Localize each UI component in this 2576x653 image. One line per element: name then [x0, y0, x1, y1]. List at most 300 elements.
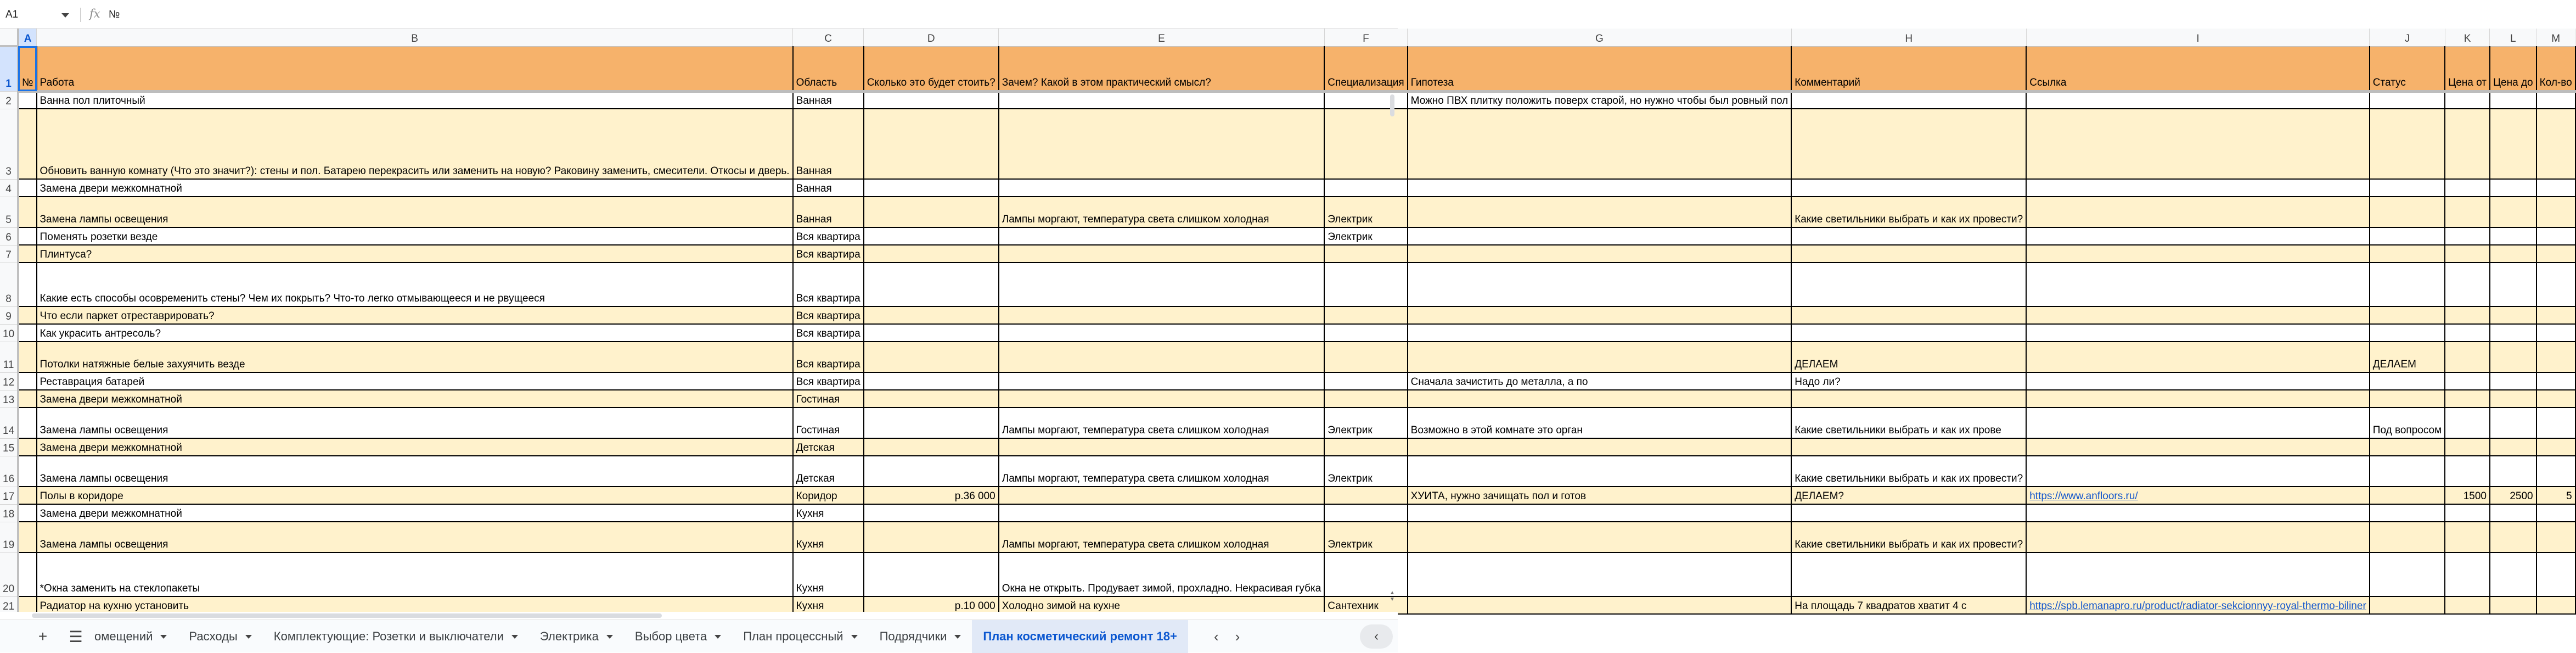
cell[interactable] [2490, 227, 2536, 245]
cell[interactable] [864, 456, 999, 487]
row-header[interactable]: 9 [0, 306, 18, 324]
hyperlink[interactable]: https://spb.lemanapro.ru/product/radiator-sekcionnyy-royal-thermo-biliner [2029, 600, 2366, 612]
cell[interactable] [864, 227, 999, 245]
cell[interactable] [18, 438, 36, 456]
cell[interactable] [2445, 390, 2490, 408]
cell[interactable] [999, 227, 1325, 245]
row-header[interactable]: 14 [0, 408, 18, 438]
cell[interactable] [1791, 306, 2026, 324]
cell[interactable]: Окна не открыть. Продувает зимой, прохладно. Некрасивая губка [999, 552, 1325, 596]
header-cell-c[interactable]: Область [793, 46, 864, 91]
column-header-c[interactable]: C [793, 29, 864, 46]
header-cell-b[interactable]: Работа [37, 46, 793, 91]
row-header[interactable]: 3 [0, 109, 18, 179]
cell[interactable] [1324, 245, 1407, 263]
header-cell-g[interactable]: Гипотеза [1408, 46, 1792, 91]
cell[interactable] [2026, 372, 2370, 390]
cell[interactable] [2445, 372, 2490, 390]
cell[interactable] [1324, 342, 1407, 372]
cell[interactable] [2490, 306, 2536, 324]
cell[interactable] [2370, 197, 2445, 227]
cell[interactable] [2370, 596, 2445, 614]
cell[interactable]: Электрик [1324, 456, 1407, 487]
column-header-f[interactable]: F [1324, 29, 1407, 46]
cell[interactable] [2490, 179, 2536, 197]
cell[interactable] [1408, 263, 1792, 306]
cell-link[interactable] [2026, 596, 2370, 614]
scroll-arrows-icon[interactable]: ▲ ▼ [1390, 590, 1395, 602]
cell[interactable] [2370, 487, 2445, 504]
sheet-tab[interactable] [178, 624, 262, 649]
cell[interactable] [1791, 227, 2026, 245]
cell[interactable] [864, 390, 999, 408]
header-cell-a[interactable]: № [18, 46, 36, 91]
cell[interactable]: Поменять розетки везде [37, 227, 793, 245]
cell[interactable]: *Окна заменить на стеклопакеты [37, 552, 793, 596]
cell[interactable]: Замена лампы освещения [37, 408, 793, 438]
column-header-i[interactable]: I [2026, 29, 2370, 46]
cell[interactable] [2370, 504, 2445, 522]
cell[interactable] [2490, 408, 2536, 438]
cell[interactable] [1324, 438, 1407, 456]
cell[interactable] [999, 390, 1325, 408]
cell[interactable] [1408, 504, 1792, 522]
cell[interactable] [864, 91, 999, 109]
cell[interactable]: 5 [2536, 487, 2575, 504]
cell[interactable] [2370, 109, 2445, 179]
cell[interactable]: Сантехник [1324, 596, 1407, 614]
cell[interactable] [2490, 456, 2536, 487]
cell[interactable]: Вся квартира [793, 372, 864, 390]
header-cell-i[interactable]: Ссылка [2026, 46, 2370, 91]
cell[interactable] [2536, 245, 2575, 263]
cell[interactable] [2445, 306, 2490, 324]
cell[interactable] [1791, 438, 2026, 456]
chevron-down-icon[interactable] [160, 635, 167, 639]
cell[interactable]: Кухня [793, 504, 864, 522]
cell[interactable] [2445, 197, 2490, 227]
chevron-left-icon[interactable]: ‹ [1214, 628, 1219, 645]
cell[interactable]: Надо ли? [1791, 372, 2026, 390]
cell[interactable] [1791, 179, 2026, 197]
cell[interactable] [1324, 504, 1407, 522]
row-header[interactable]: 8 [0, 263, 18, 306]
cell[interactable] [2370, 179, 2445, 197]
cell[interactable] [864, 438, 999, 456]
cell[interactable]: Какие светильники выбрать и как их провести? [1791, 197, 2026, 227]
cell[interactable] [2370, 227, 2445, 245]
cell[interactable] [864, 245, 999, 263]
cell[interactable] [1791, 263, 2026, 306]
cell[interactable] [1324, 552, 1407, 596]
cell[interactable] [2536, 324, 2575, 342]
cell[interactable]: Вся квартира [793, 263, 864, 306]
chevron-down-icon[interactable] [715, 635, 721, 639]
row-header[interactable]: 2 [0, 91, 18, 109]
cell[interactable] [999, 438, 1325, 456]
header-cell-d[interactable]: Сколько это будет стоить? [864, 46, 999, 91]
cell[interactable] [2490, 522, 2536, 552]
cell[interactable] [18, 91, 36, 109]
cell[interactable]: Гостиная [793, 408, 864, 438]
cell[interactable]: Можно ПВХ плитку положить поверх старой, но нужно чтобы был ровный пол [1408, 91, 1792, 109]
cell[interactable] [999, 324, 1325, 342]
column-header-b[interactable]: B [37, 29, 793, 46]
row-header[interactable]: 10 [0, 324, 18, 342]
row-header[interactable]: 11 [0, 342, 18, 372]
cell[interactable] [999, 504, 1325, 522]
cell[interactable]: Ванна пол плиточный [37, 91, 793, 109]
cell[interactable] [2445, 342, 2490, 372]
cell[interactable]: р.36 000 [864, 487, 999, 504]
cell[interactable] [2490, 372, 2536, 390]
cell[interactable] [2536, 227, 2575, 245]
sheet-tab[interactable] [263, 624, 529, 649]
cell[interactable]: Замена лампы освещения [37, 197, 793, 227]
cell[interactable]: Полы в коридоре [37, 487, 793, 504]
cell[interactable] [999, 487, 1325, 504]
cell[interactable]: Гостиная [793, 390, 864, 408]
cell[interactable] [999, 109, 1325, 179]
cell[interactable] [2536, 522, 2575, 552]
cell[interactable] [2026, 552, 2370, 596]
cell[interactable]: Лампы моргают, температура света слишком холодная [999, 408, 1325, 438]
cell[interactable] [18, 197, 36, 227]
row-header[interactable]: 7 [0, 245, 18, 263]
cell[interactable] [1408, 197, 1792, 227]
row-header[interactable]: 21 [0, 596, 18, 614]
cell[interactable] [1408, 456, 1792, 487]
cell[interactable] [999, 306, 1325, 324]
cell[interactable] [2490, 438, 2536, 456]
cell[interactable] [2536, 552, 2575, 596]
cell[interactable] [2026, 390, 2370, 408]
cell[interactable] [2026, 324, 2370, 342]
cell[interactable] [1324, 372, 1407, 390]
cell[interactable]: 2500 [2490, 487, 2536, 504]
all-sheets-button[interactable] [65, 624, 87, 649]
cell[interactable] [18, 227, 36, 245]
cell[interactable] [864, 263, 999, 306]
cell[interactable] [1791, 91, 2026, 109]
cell[interactable] [18, 504, 36, 522]
cell[interactable] [864, 179, 999, 197]
cell[interactable] [1324, 306, 1407, 324]
cell[interactable]: Ванная [793, 179, 864, 197]
cell[interactable] [864, 552, 999, 596]
cell[interactable]: Электрик [1324, 227, 1407, 245]
cell[interactable] [2490, 91, 2536, 109]
cell[interactable]: Обновить ванную комнату (Что это значит?): стены и пол. Батарею перекрасить или заменить на новую? Раковину заменить, смесители. Откосы и дверь. [37, 109, 793, 179]
cell[interactable] [1408, 438, 1792, 456]
sheet-tab[interactable] [732, 624, 868, 649]
row-header[interactable]: 6 [0, 227, 18, 245]
cell[interactable] [2490, 390, 2536, 408]
cell[interactable] [2445, 522, 2490, 552]
cell[interactable] [2536, 109, 2575, 179]
cell[interactable] [2026, 245, 2370, 263]
cell[interactable] [18, 342, 36, 372]
cell[interactable] [864, 342, 999, 372]
cell[interactable] [864, 408, 999, 438]
cell[interactable] [1324, 487, 1407, 504]
cell[interactable]: Под вопросом [2370, 408, 2445, 438]
cell[interactable] [2536, 504, 2575, 522]
cell[interactable]: На площадь 7 квадратов хватит 4 с [1791, 596, 2026, 614]
chevron-down-icon[interactable] [511, 635, 518, 639]
cell[interactable] [2445, 408, 2490, 438]
cell[interactable] [18, 109, 36, 179]
cell[interactable]: Радиатор на кухню установить [37, 596, 793, 614]
header-cell-h[interactable]: Комментарий [1791, 46, 2026, 91]
row-header[interactable]: 17 [0, 487, 18, 504]
horizontal-scrollbar[interactable] [32, 613, 662, 618]
cell[interactable] [2536, 342, 2575, 372]
select-all-corner[interactable] [0, 29, 18, 46]
cell[interactable] [2445, 504, 2490, 522]
cell[interactable]: Замена двери межкомнатной [37, 438, 793, 456]
cell[interactable] [2370, 306, 2445, 324]
cell[interactable] [2536, 408, 2575, 438]
cell[interactable]: Вся квартира [793, 342, 864, 372]
cell[interactable] [2445, 263, 2490, 306]
chevron-down-icon[interactable] [606, 635, 613, 639]
cell[interactable]: Сначала зачистить до металла, а по [1408, 372, 1792, 390]
cell[interactable] [1408, 109, 1792, 179]
cell[interactable] [2370, 390, 2445, 408]
cell[interactable] [2370, 438, 2445, 456]
row-header[interactable]: 5 [0, 197, 18, 227]
cell[interactable] [18, 372, 36, 390]
cell[interactable]: Замена двери межкомнатной [37, 504, 793, 522]
cell[interactable]: Вся квартира [793, 306, 864, 324]
cell[interactable] [2445, 227, 2490, 245]
cell[interactable] [1408, 227, 1792, 245]
cell[interactable] [18, 324, 36, 342]
cell[interactable]: Вся квартира [793, 324, 864, 342]
column-header-k[interactable]: K [2445, 29, 2490, 46]
cell[interactable] [18, 408, 36, 438]
cell[interactable]: Лампы моргают, температура света слишком холодная [999, 522, 1325, 552]
cell[interactable] [2370, 245, 2445, 263]
cell[interactable] [2026, 197, 2370, 227]
column-header-h[interactable]: H [1791, 29, 2026, 46]
cell[interactable] [2445, 438, 2490, 456]
cell[interactable] [1324, 179, 1407, 197]
row-header[interactable]: 18 [0, 504, 18, 522]
cell[interactable] [1791, 109, 2026, 179]
cell[interactable]: 1500 [2445, 487, 2490, 504]
column-header-a[interactable]: A [18, 29, 36, 46]
cell[interactable] [2536, 197, 2575, 227]
name-box[interactable]: A1 [5, 9, 19, 20]
cell[interactable] [999, 245, 1325, 263]
cell[interactable] [2536, 179, 2575, 197]
cell[interactable]: Возможно в этой комнате это орган [1408, 408, 1792, 438]
cell[interactable] [2536, 456, 2575, 487]
cell[interactable] [2445, 456, 2490, 487]
cell[interactable]: Ванная [793, 91, 864, 109]
cell[interactable]: ДЕЛАЕМ? [1791, 487, 2026, 504]
cell[interactable]: Замена двери межкомнатной [37, 179, 793, 197]
cell[interactable]: ДЕЛАЕМ [1791, 342, 2026, 372]
column-header-g[interactable]: G [1408, 29, 1792, 46]
cell[interactable] [2445, 245, 2490, 263]
cell[interactable] [2026, 91, 2370, 109]
cell[interactable] [864, 324, 999, 342]
header-cell-j[interactable]: Статус [2370, 46, 2445, 91]
cell[interactable] [999, 179, 1325, 197]
cell[interactable] [2445, 91, 2490, 109]
cell[interactable] [864, 522, 999, 552]
cell[interactable] [1324, 91, 1407, 109]
cell[interactable] [2536, 263, 2575, 306]
cell[interactable]: Электрик [1324, 197, 1407, 227]
cell[interactable]: Замена лампы освещения [37, 456, 793, 487]
cell[interactable]: Ванная [793, 197, 864, 227]
cell[interactable] [2536, 372, 2575, 390]
header-cell-e[interactable]: Зачем? Какой в этом практический смысл? [999, 46, 1325, 91]
cell[interactable] [2370, 456, 2445, 487]
cell[interactable] [18, 456, 36, 487]
cell[interactable]: Замена двери межкомнатной [37, 390, 793, 408]
cell[interactable]: Электрик [1324, 408, 1407, 438]
cell[interactable]: Какие есть способы осовременить стены? Чем их покрыть? Что-то легко отмывающееся и не рвущееся [37, 263, 793, 306]
cell[interactable] [2445, 552, 2490, 596]
row-header[interactable]: 12 [0, 372, 18, 390]
cell[interactable]: Какие светильники выбрать и как их провести? [1791, 522, 2026, 552]
cell[interactable] [18, 390, 36, 408]
add-sheet-button[interactable] [32, 624, 54, 649]
header-cell-m[interactable]: Кол-во [2536, 46, 2575, 91]
header-cell-l[interactable]: Цена до [2490, 46, 2536, 91]
cell[interactable] [1324, 390, 1407, 408]
cell[interactable] [999, 372, 1325, 390]
cell[interactable] [2370, 91, 2445, 109]
cell[interactable] [2026, 342, 2370, 372]
cell[interactable]: Холодно зимой на кухне [999, 596, 1325, 614]
cell[interactable]: Детская [793, 456, 864, 487]
cell[interactable] [2536, 596, 2575, 614]
row-header[interactable]: 19 [0, 522, 18, 552]
header-cell-f[interactable]: Специализация [1324, 46, 1407, 91]
column-header-l[interactable]: L [2490, 29, 2536, 46]
sheet-tab[interactable] [94, 624, 178, 649]
cell[interactable] [2026, 109, 2370, 179]
cell[interactable]: ХУИТА, нужно зачищать пол и готов [1408, 487, 1792, 504]
cell[interactable] [2370, 324, 2445, 342]
cell[interactable] [2536, 91, 2575, 109]
cell[interactable] [864, 109, 999, 179]
cell[interactable] [1408, 522, 1792, 552]
row-header[interactable]: 13 [0, 390, 18, 408]
cell[interactable] [1408, 245, 1792, 263]
cell[interactable]: Как украсить антресоль? [37, 324, 793, 342]
column-header-j[interactable]: J [2370, 29, 2445, 46]
cell[interactable] [2445, 179, 2490, 197]
cell[interactable] [2026, 263, 2370, 306]
cell[interactable] [2026, 306, 2370, 324]
cell[interactable] [1408, 324, 1792, 342]
cell[interactable] [18, 179, 36, 197]
cell[interactable]: Кухня [793, 522, 864, 552]
cell[interactable] [2370, 522, 2445, 552]
cell[interactable] [1791, 504, 2026, 522]
cell[interactable] [2490, 342, 2536, 372]
cell[interactable]: Вся квартира [793, 245, 864, 263]
cell[interactable] [2026, 408, 2370, 438]
cell[interactable] [999, 263, 1325, 306]
cell[interactable] [1324, 263, 1407, 306]
side-panel-toggle-button[interactable] [1360, 624, 1393, 649]
column-header-e[interactable]: E [999, 29, 1325, 46]
cell[interactable]: Какие светильники выбрать и как их прове [1791, 408, 2026, 438]
cell[interactable] [864, 197, 999, 227]
cell[interactable] [864, 504, 999, 522]
cell[interactable] [1324, 324, 1407, 342]
cell[interactable] [2445, 109, 2490, 179]
cell[interactable] [2370, 263, 2445, 306]
cell[interactable]: Коридор [793, 487, 864, 504]
cell[interactable] [2490, 596, 2536, 614]
cell[interactable] [2026, 456, 2370, 487]
cell[interactable] [1791, 245, 2026, 263]
cell[interactable] [2536, 306, 2575, 324]
cell[interactable] [18, 306, 36, 324]
cell[interactable] [2370, 552, 2445, 596]
chevron-right-icon[interactable]: › [1235, 628, 1240, 645]
cell[interactable] [18, 263, 36, 306]
cell[interactable] [2445, 324, 2490, 342]
cell-link[interactable] [2026, 487, 2370, 504]
cell[interactable]: Реставрация батарей [37, 372, 793, 390]
cell[interactable]: Что если паркет отреставрировать? [37, 306, 793, 324]
cell[interactable]: Лампы моргают, температура света слишком холодная [999, 197, 1325, 227]
cell[interactable]: Ванная [793, 109, 864, 179]
cell[interactable] [2490, 552, 2536, 596]
cell[interactable] [2026, 522, 2370, 552]
row-header[interactable]: 1 [0, 46, 18, 91]
cell[interactable] [1408, 596, 1792, 614]
cell[interactable] [18, 552, 36, 596]
row-header[interactable]: 16 [0, 456, 18, 487]
chevron-down-icon[interactable] [851, 635, 858, 639]
cell[interactable] [2026, 504, 2370, 522]
cell[interactable] [18, 522, 36, 552]
cell[interactable] [999, 342, 1325, 372]
cell[interactable]: Какие светильники выбрать и как их провести? [1791, 456, 2026, 487]
cell[interactable]: Электрик [1324, 522, 1407, 552]
cell[interactable] [1408, 306, 1792, 324]
chevron-down-icon[interactable] [61, 13, 69, 18]
cell[interactable] [999, 91, 1325, 109]
cell[interactable]: Кухня [793, 552, 864, 596]
cell[interactable] [2370, 372, 2445, 390]
cell[interactable] [1408, 390, 1792, 408]
cell[interactable]: Потолки натяжные белые захуячить везде [37, 342, 793, 372]
header-cell-k[interactable]: Цена от [2445, 46, 2490, 91]
cell[interactable]: Замена лампы освещения [37, 522, 793, 552]
cell[interactable] [864, 372, 999, 390]
cell[interactable] [2490, 324, 2536, 342]
cell[interactable] [1408, 179, 1792, 197]
cell[interactable] [2026, 179, 2370, 197]
cell[interactable]: р.10 000 [864, 596, 999, 614]
cell[interactable] [2490, 263, 2536, 306]
sheet-tab[interactable] [972, 620, 1188, 653]
cell[interactable] [18, 487, 36, 504]
cell[interactable] [1791, 552, 2026, 596]
